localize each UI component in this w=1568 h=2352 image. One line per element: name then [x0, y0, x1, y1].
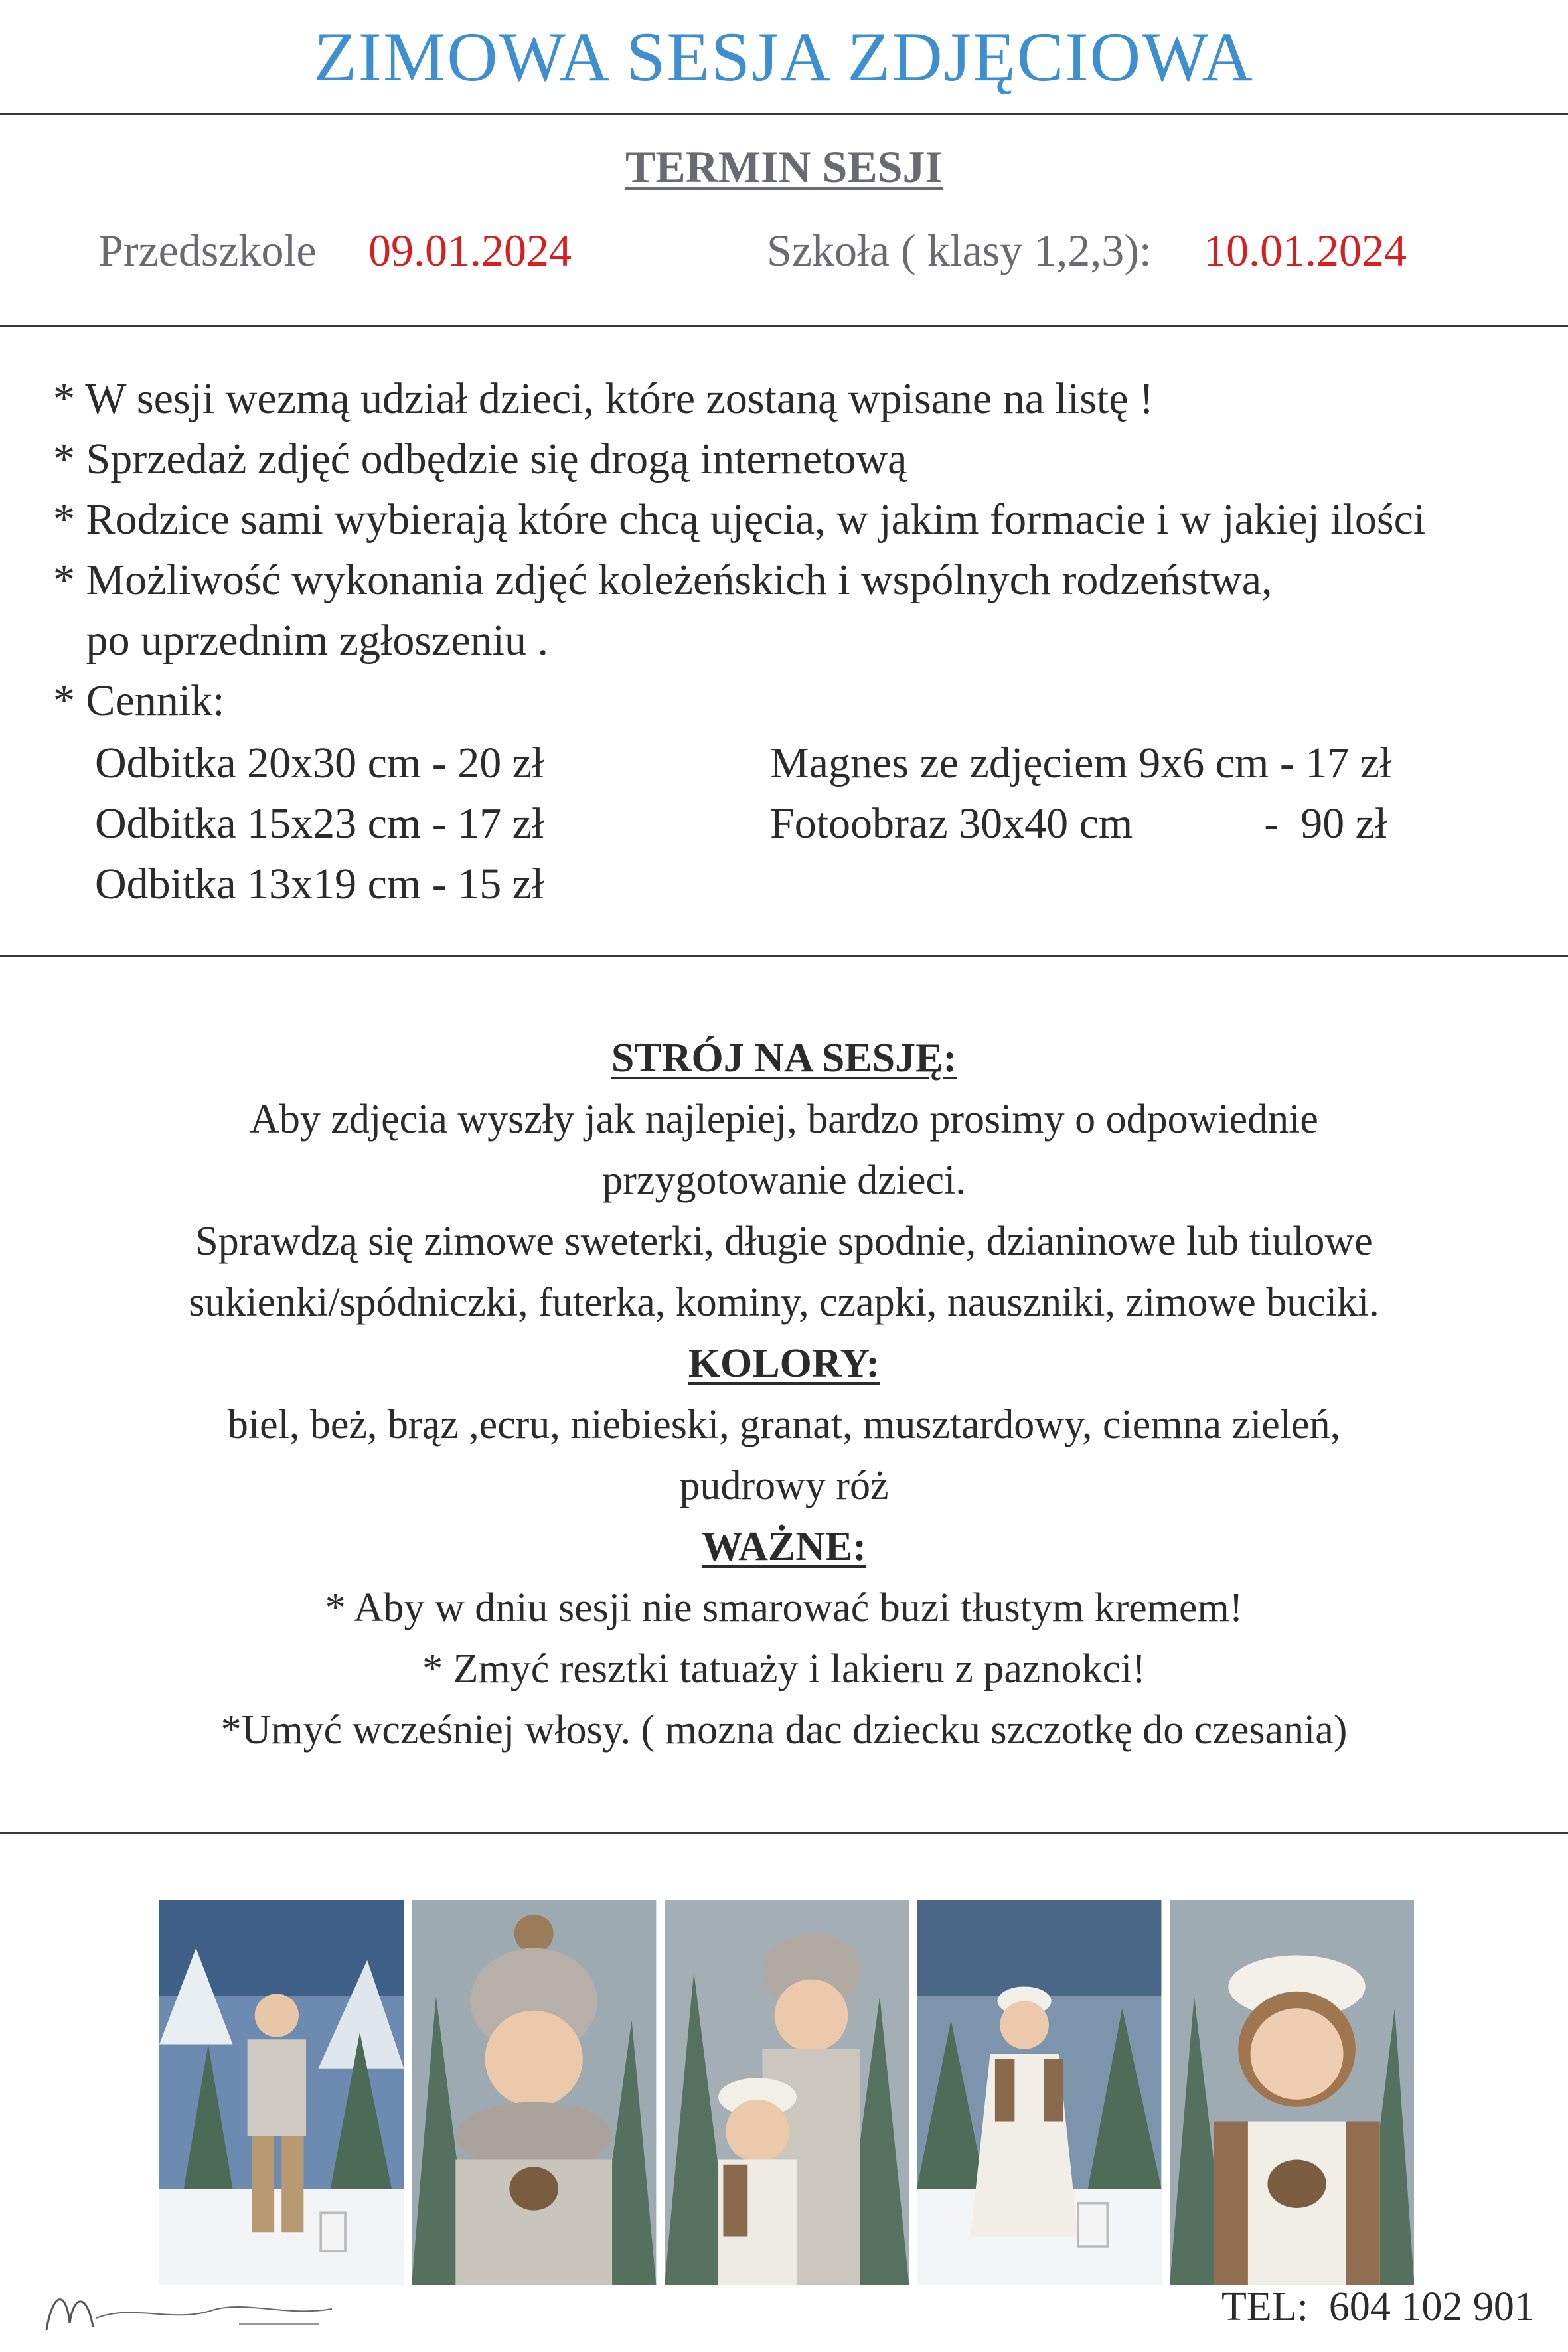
page-title: ZIMOWA SESJA ZDJĘCIOWA	[313, 18, 1255, 96]
phone-number: TEL: 604 102 901	[1221, 2284, 1535, 2329]
info-bullets	[53, 368, 1547, 731]
divider	[0, 955, 1568, 957]
photographer-logo	[40, 2277, 345, 2343]
attire-line: przygotowanie dzieci.	[602, 1158, 966, 1203]
colors-line: pudrowy róż	[679, 1463, 889, 1508]
attire-heading: STRÓJ NA SESJĘ:	[611, 1036, 957, 1081]
bullet-item: * Cennik:	[53, 676, 225, 725]
divider	[0, 113, 1568, 115]
important-line: * Aby w dniu sesji nie smarować buzi tłustym kremem!	[325, 1585, 1243, 1630]
preschool-date: 09.01.2024	[368, 225, 572, 275]
bullet-item: * Sprzedaż zdjęć odbędzie się drogą internetową	[53, 435, 907, 483]
divider	[0, 325, 1568, 327]
important-heading: WAŻNE:	[701, 1524, 867, 1569]
important-line: *Umyć wcześniej włosy. ( mozna dac dziecku szczotkę do czesania)	[220, 1707, 1348, 1753]
price-item: Magnes ze zdjęciem 9x6 cm - 17 zł	[770, 739, 1392, 787]
photo-strip	[159, 1900, 1414, 2285]
school-label: Szkoła ( klasy 1,2,3):	[767, 225, 1152, 275]
attire-section	[66, 1028, 1502, 1761]
price-item: Odbitka 15x23 cm - 17 zł	[95, 799, 544, 848]
photo-girl-full	[917, 1900, 1161, 2285]
important-line: * Zmyć resztki tatuaży i lakieru z paznokci!	[422, 1646, 1146, 1691]
attire-line: Aby zdjęcia wyszły jak najlepiej, bardzo prosimy o odpowiednie	[250, 1097, 1318, 1142]
photo-girl-closeup	[1170, 1900, 1414, 2285]
bullet-item: * W sesji wezmą udział dzieci, które zostaną wpisane na listę !	[53, 374, 1154, 423]
price-item: Odbitka 13x19 cm - 15 zł	[95, 860, 544, 908]
preschool-label: Przedszkole	[98, 225, 317, 275]
attire-line: Sprawdzą się zimowe sweterki, długie spodnie, dzianinowe lub tiulowe	[195, 1219, 1373, 1264]
photo-boy-closeup	[412, 1900, 656, 2285]
colors-line: biel, beż, brąz ,ecru, niebieski, granat, musztardowy, ciemna zieleń,	[227, 1402, 1341, 1447]
divider	[0, 1832, 1568, 1834]
bullet-item: po uprzednim zgłoszeniu .	[53, 616, 548, 665]
school-date: 10.01.2024	[1204, 225, 1407, 275]
photo-boy-full	[159, 1900, 404, 2285]
bullet-item: * Rodzice sami wybierają które chcą ujęcia, w jakim formacie i w jakiej ilości	[53, 495, 1426, 544]
colors-heading: KOLORY:	[688, 1341, 880, 1386]
price-item: Odbitka 20x30 cm - 20 zł	[95, 739, 544, 787]
price-item: Fotoobraz 30x40 cm - 90 zł	[770, 799, 1387, 848]
photo-siblings	[665, 1900, 909, 2285]
termin-heading: TERMIN SESJI	[625, 141, 943, 192]
attire-line: sukienki/spódniczki, futerka, kominy, czapki, nauszniki, zimowe buciki.	[189, 1280, 1379, 1325]
bullet-item: * Możliwość wykonania zdjęć koleżeńskich i wspólnych rodzeństwa,	[53, 556, 1273, 604]
